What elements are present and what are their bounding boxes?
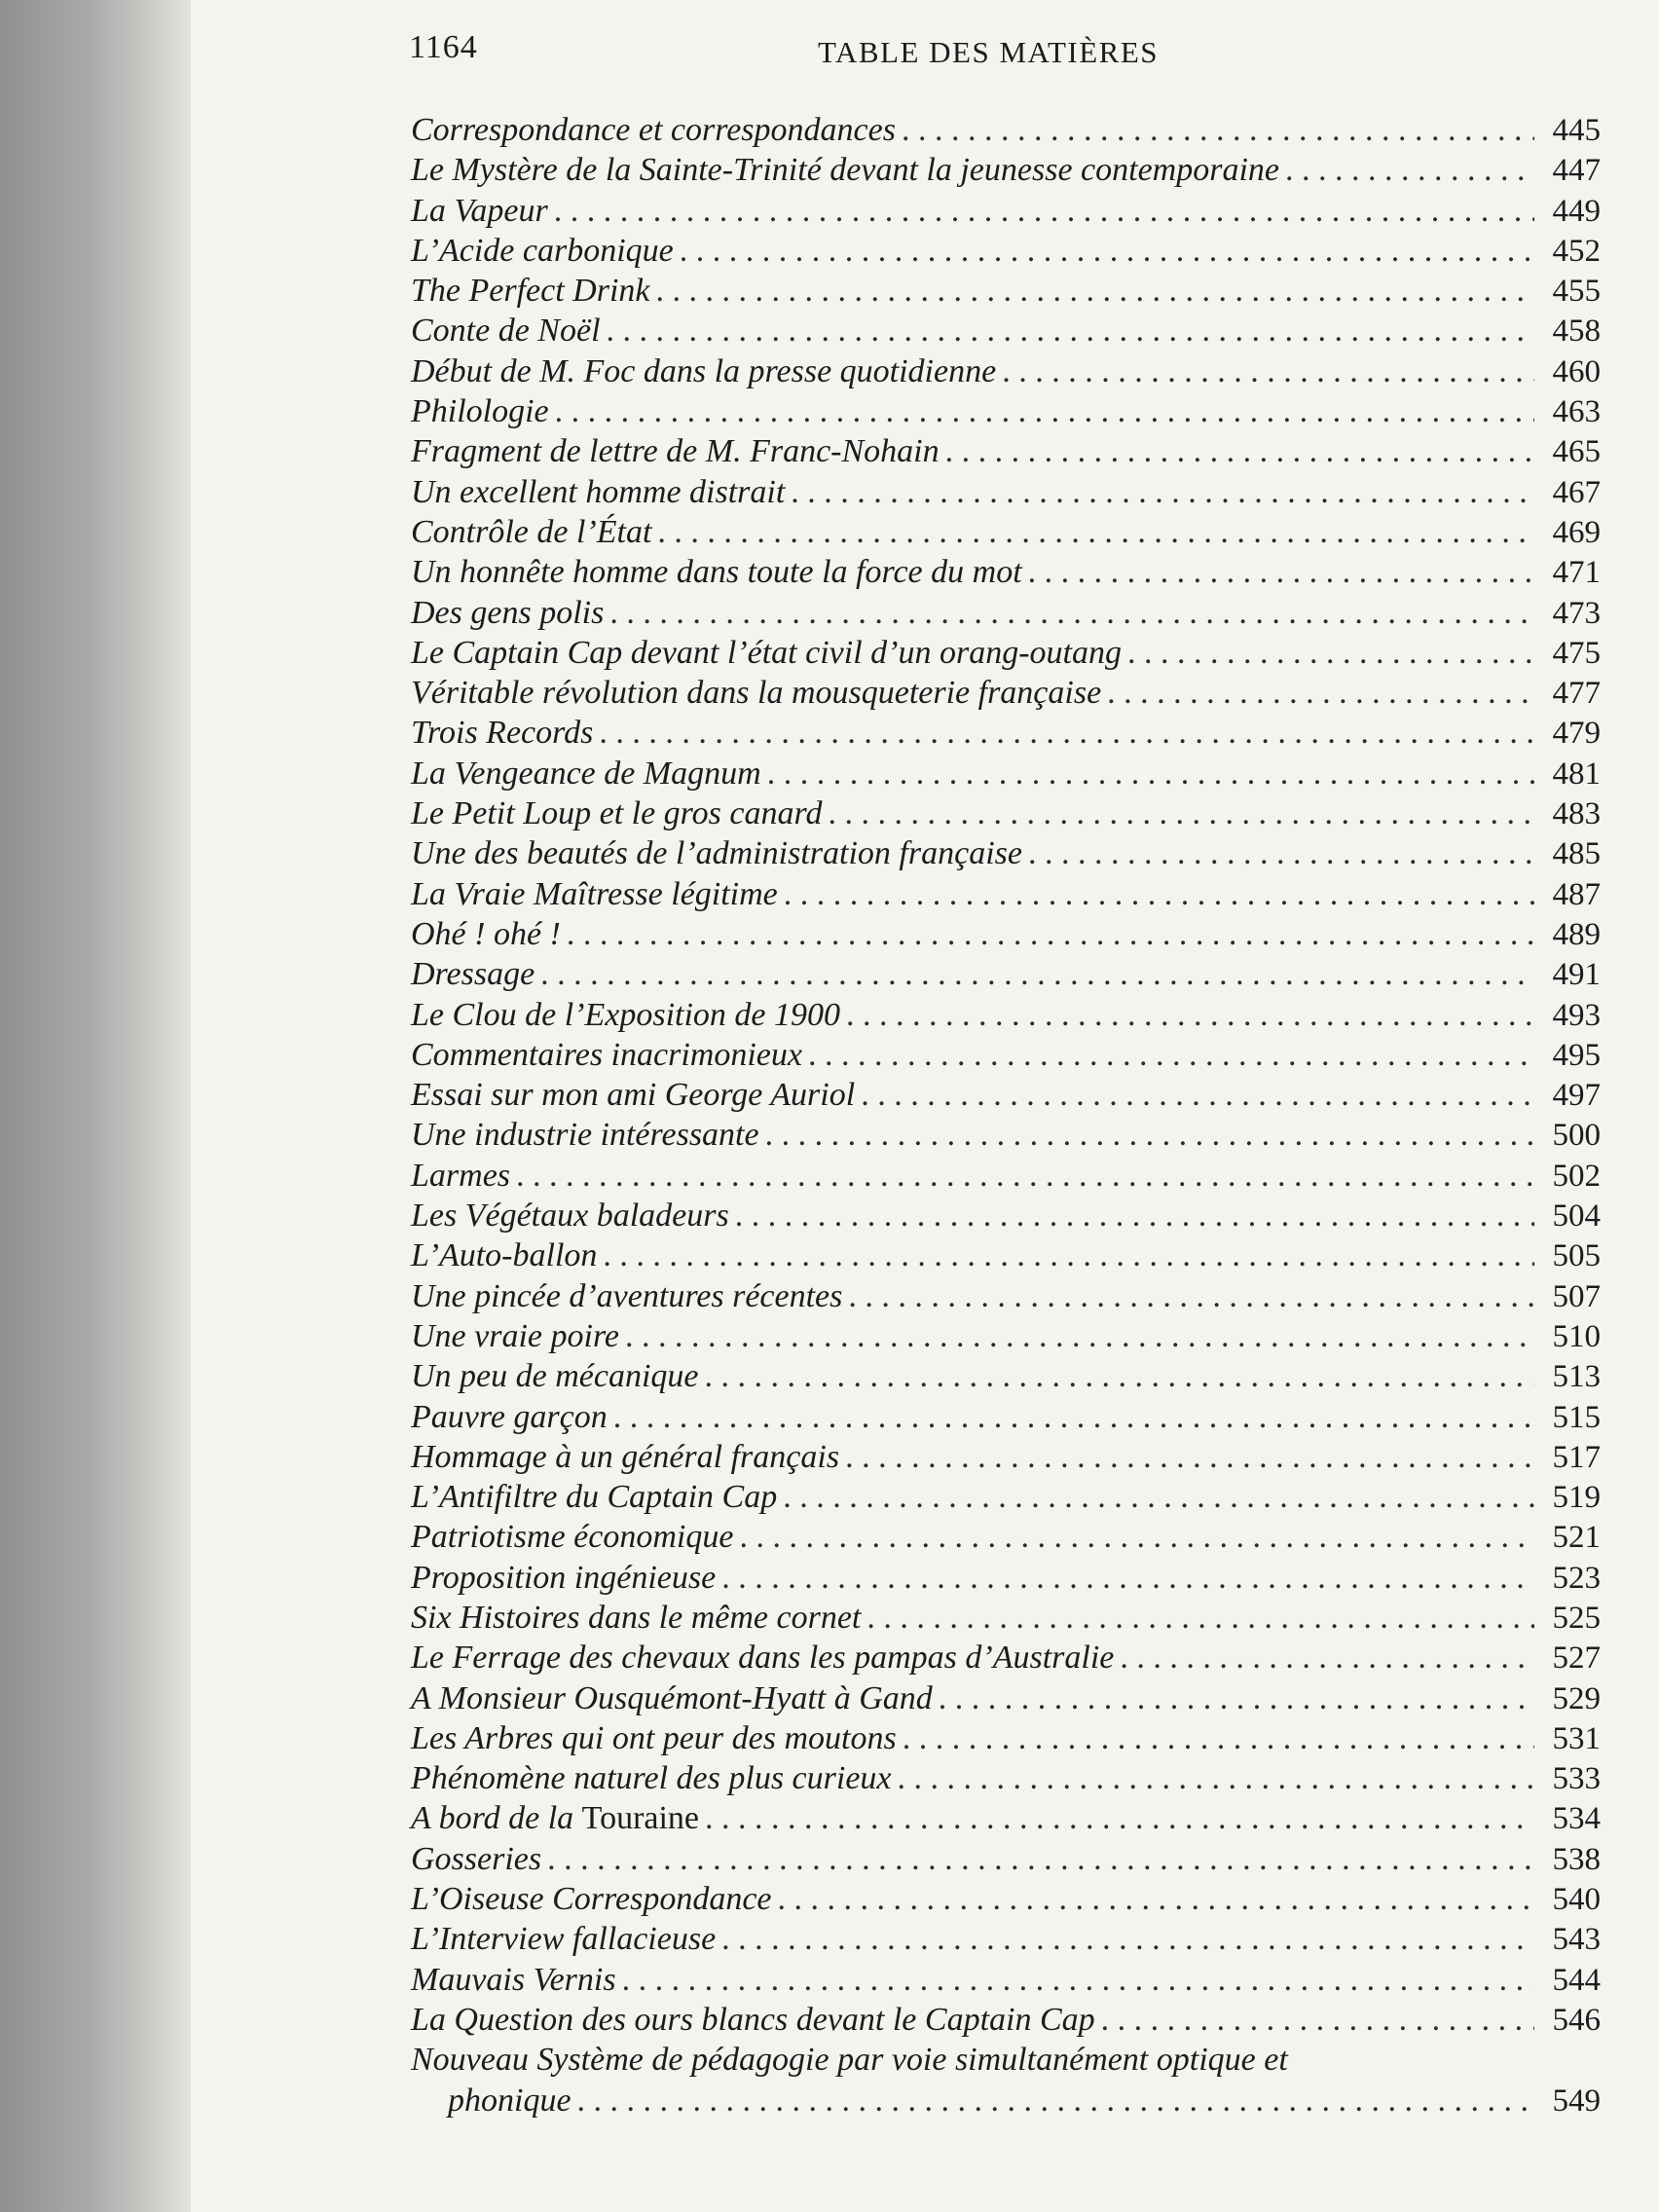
toc-entry bbox=[411, 110, 1601, 150]
toc-entry-page: 523 bbox=[1552, 1560, 1601, 1596]
toc-entry bbox=[411, 1397, 1601, 1437]
toc-entry-page: 531 bbox=[1552, 1720, 1601, 1756]
toc-entry bbox=[411, 914, 1601, 954]
dot-leader bbox=[1101, 2000, 1534, 2040]
toc-entry-page: 489 bbox=[1552, 916, 1601, 952]
toc-entry-page: 471 bbox=[1552, 555, 1601, 591]
dot-leader bbox=[721, 1558, 1534, 1598]
toc-entry-title: Mauvais Vernis bbox=[411, 1961, 616, 1998]
dot-leader bbox=[808, 1035, 1534, 1075]
toc-entry bbox=[411, 552, 1601, 592]
toc-entry-title: Fragment de lettre de M. Franc-Nohain bbox=[411, 433, 940, 470]
toc-entry-page: 502 bbox=[1552, 1158, 1601, 1194]
toc-entry-title: Six Histoires dans le même cornet bbox=[411, 1599, 862, 1636]
dot-leader bbox=[1127, 633, 1534, 673]
toc-entry-title: L’Interview fallacieuse bbox=[411, 1921, 717, 1958]
toc-entry-title: Proposition ingénieuse bbox=[411, 1559, 717, 1596]
page-header bbox=[409, 29, 1655, 78]
toc-entry bbox=[411, 1678, 1601, 1718]
toc-entry bbox=[411, 431, 1601, 471]
toc-entry bbox=[411, 2000, 1601, 2040]
dot-leader bbox=[567, 914, 1534, 954]
toc-entry-title: Hommage à un général français bbox=[411, 1438, 840, 1475]
toc-entry-page: 533 bbox=[1552, 1761, 1601, 1797]
toc-entry-title: Le Ferrage des chevaux dans les pampas d’Australie bbox=[411, 1640, 1115, 1677]
dot-leader bbox=[555, 391, 1534, 431]
toc-entry-page: 527 bbox=[1552, 1641, 1601, 1677]
toc-entry bbox=[411, 1758, 1601, 1798]
toc-entry bbox=[411, 150, 1601, 190]
toc-entry-page: 455 bbox=[1552, 274, 1601, 310]
toc-entry-title: Le Clou de l’Exposition de 1900 bbox=[411, 996, 841, 1033]
toc-entry bbox=[411, 231, 1601, 271]
toc-entry bbox=[411, 1196, 1601, 1235]
toc-entry-page: 510 bbox=[1552, 1318, 1601, 1354]
toc-entry-title: L’Auto-ballon bbox=[411, 1237, 598, 1274]
toc-entry bbox=[411, 1598, 1601, 1638]
toc-entry bbox=[411, 1235, 1601, 1275]
toc-entry-title: Pauvre garçon bbox=[411, 1398, 608, 1435]
toc-entry bbox=[411, 633, 1601, 673]
dot-leader bbox=[784, 874, 1534, 914]
toc-entry-page: 538 bbox=[1552, 1841, 1601, 1877]
toc-entry-title: La Vapeur bbox=[411, 192, 548, 229]
toc-entry bbox=[411, 1718, 1601, 1758]
dot-leader bbox=[516, 1156, 1534, 1196]
toc-entry-page: 519 bbox=[1552, 1480, 1601, 1516]
toc-entry-title: Philologie bbox=[411, 393, 549, 430]
binding-shadow bbox=[0, 0, 195, 2212]
toc-entry-title: Des gens polis bbox=[411, 594, 605, 631]
toc-entry bbox=[411, 1517, 1601, 1557]
toc-entry-title: Le Petit Loup et le gros canard bbox=[411, 795, 823, 832]
toc-entry-title: Un honnête homme dans toute la force du mot bbox=[411, 554, 1022, 591]
dot-leader bbox=[735, 1196, 1534, 1235]
toc-entry bbox=[411, 2040, 1601, 2120]
toc-entry-title: Contrôle de l’État bbox=[411, 513, 652, 550]
table-of-contents bbox=[411, 110, 1601, 2120]
dot-leader bbox=[607, 311, 1534, 350]
toc-entry-page: 479 bbox=[1552, 716, 1601, 752]
toc-entry bbox=[411, 1960, 1601, 2000]
toc-entry-page: 458 bbox=[1552, 313, 1601, 350]
toc-entry-page: 544 bbox=[1552, 1962, 1601, 1998]
dot-leader bbox=[939, 1678, 1534, 1718]
toc-entry-title: Phénomène naturel des plus curieux bbox=[411, 1760, 892, 1797]
toc-entry bbox=[411, 351, 1601, 391]
dot-leader bbox=[1120, 1638, 1534, 1677]
dot-leader bbox=[609, 593, 1534, 633]
toc-entry bbox=[411, 1316, 1601, 1356]
toc-entry-title: L’Antifiltre du Captain Cap bbox=[411, 1479, 778, 1516]
toc-entry-page: 473 bbox=[1552, 595, 1601, 631]
toc-entry-page: 475 bbox=[1552, 635, 1601, 671]
toc-entry-page: 452 bbox=[1552, 233, 1601, 269]
dot-leader bbox=[540, 954, 1534, 994]
dot-leader bbox=[791, 472, 1534, 512]
toc-entry-page: 507 bbox=[1552, 1278, 1601, 1314]
toc-entry-page: 534 bbox=[1552, 1801, 1601, 1837]
toc-entry bbox=[411, 754, 1601, 793]
toc-entry-page: 505 bbox=[1552, 1238, 1601, 1274]
toc-entry-title: Ohé ! ohé ! bbox=[411, 915, 561, 952]
toc-entry bbox=[411, 271, 1601, 311]
dot-leader bbox=[577, 2081, 1534, 2120]
toc-entry-title: Trois Records bbox=[411, 715, 594, 752]
toc-entry bbox=[411, 1437, 1601, 1477]
dot-leader bbox=[846, 995, 1534, 1035]
dot-leader bbox=[902, 110, 1534, 150]
toc-entry bbox=[411, 793, 1601, 833]
toc-entry-title: Nouveau Système de pédagogie par voie simultanément optique et bbox=[411, 2042, 1288, 2079]
dot-leader bbox=[848, 1276, 1534, 1316]
dot-leader bbox=[603, 1235, 1534, 1275]
dot-leader bbox=[783, 1477, 1534, 1517]
toc-entry-title: L’Acide carbonique bbox=[411, 232, 674, 269]
dot-leader bbox=[903, 1718, 1534, 1758]
dot-leader bbox=[721, 1919, 1534, 1959]
toc-entry-page: 521 bbox=[1552, 1520, 1601, 1556]
toc-entry bbox=[411, 1156, 1601, 1196]
running-title: TABLE DES MATIÈRES bbox=[818, 35, 1160, 69]
dot-leader bbox=[680, 231, 1534, 271]
dot-leader bbox=[828, 793, 1534, 833]
toc-entry bbox=[411, 1075, 1601, 1115]
dot-leader bbox=[547, 1839, 1534, 1879]
toc-entry-page: 549 bbox=[1552, 2083, 1601, 2119]
toc-entry-page: 447 bbox=[1552, 153, 1601, 189]
toc-entry bbox=[411, 713, 1601, 753]
toc-entry-page: 513 bbox=[1552, 1359, 1601, 1395]
dot-leader bbox=[739, 1517, 1534, 1557]
toc-entry bbox=[411, 1115, 1601, 1155]
toc-entry bbox=[411, 1839, 1601, 1879]
toc-entry-title: Les Végétaux baladeurs bbox=[411, 1198, 729, 1235]
dot-leader bbox=[705, 1356, 1534, 1396]
toc-entry-page: 463 bbox=[1552, 394, 1601, 430]
toc-entry-page: 497 bbox=[1552, 1078, 1601, 1114]
dot-leader bbox=[845, 1437, 1534, 1477]
toc-entry-title: Patriotisme économique bbox=[411, 1519, 734, 1556]
toc-entry-page: 445 bbox=[1552, 113, 1601, 148]
toc-entry-title: Le Mystère de la Sainte-Trinité devant la jeunesse contemporaine bbox=[411, 152, 1279, 189]
toc-entry bbox=[411, 1919, 1601, 1959]
toc-entry bbox=[411, 472, 1601, 512]
toc-entry-page: 500 bbox=[1552, 1118, 1601, 1154]
toc-entry-page: 449 bbox=[1552, 193, 1601, 229]
toc-entry-page: 525 bbox=[1552, 1600, 1601, 1636]
toc-entry-page: 493 bbox=[1552, 997, 1601, 1033]
dot-leader bbox=[1002, 351, 1534, 391]
toc-entry-continuation bbox=[411, 2081, 1601, 2120]
toc-entry-title: Une pincée d’aventures récentes bbox=[411, 1277, 843, 1314]
toc-entry-title: Commentaires inacrimonieux bbox=[411, 1036, 802, 1073]
toc-entry-page: 491 bbox=[1552, 957, 1601, 993]
toc-entry-page: 467 bbox=[1552, 474, 1601, 510]
dot-leader bbox=[1028, 833, 1534, 873]
toc-entry-page: 485 bbox=[1552, 836, 1601, 872]
toc-entry-page: 483 bbox=[1552, 796, 1601, 832]
toc-entry-title: A bord de la Touraine bbox=[411, 1800, 700, 1837]
toc-entry-page: 504 bbox=[1552, 1198, 1601, 1235]
dot-leader bbox=[1028, 552, 1534, 592]
toc-entry-page: 477 bbox=[1552, 676, 1601, 712]
toc-entry bbox=[411, 311, 1601, 350]
toc-entry-title: La Vengeance de Magnum bbox=[411, 755, 761, 792]
toc-entry bbox=[411, 1477, 1601, 1517]
toc-entry bbox=[411, 954, 1601, 994]
toc-entry bbox=[411, 1356, 1601, 1396]
dot-leader bbox=[945, 431, 1534, 471]
toc-entry bbox=[411, 512, 1601, 552]
dot-leader bbox=[861, 1075, 1534, 1115]
toc-entry bbox=[411, 1558, 1601, 1598]
toc-entry-page: 487 bbox=[1552, 876, 1601, 912]
dot-leader bbox=[554, 191, 1534, 231]
toc-entry-page: 469 bbox=[1552, 514, 1601, 550]
dot-leader bbox=[1285, 150, 1534, 190]
toc-entry-page: 465 bbox=[1552, 434, 1601, 470]
toc-entry-title: La Question des ours blancs devant le Captain Cap bbox=[411, 2001, 1095, 2038]
dot-leader bbox=[613, 1397, 1534, 1437]
dot-leader bbox=[778, 1879, 1535, 1919]
toc-entry bbox=[411, 1798, 1601, 1838]
toc-entry bbox=[411, 1638, 1601, 1677]
toc-entry-title-upright: Touraine bbox=[581, 1800, 700, 1837]
dot-leader bbox=[625, 1316, 1534, 1356]
toc-entry-title: Essai sur mon ami George Auriol bbox=[411, 1077, 856, 1114]
toc-entry bbox=[411, 593, 1601, 633]
toc-entry-page: 460 bbox=[1552, 353, 1601, 389]
dot-leader bbox=[767, 754, 1534, 793]
toc-entry-title: Correspondance et correspondances bbox=[411, 112, 896, 148]
toc-entry-page: 495 bbox=[1552, 1037, 1601, 1073]
toc-entry bbox=[411, 191, 1601, 231]
dot-leader bbox=[765, 1115, 1534, 1155]
toc-entry-title: A Monsieur Ousquémont-Hyatt à Gand bbox=[411, 1679, 933, 1716]
toc-entry-page: 481 bbox=[1552, 756, 1601, 792]
toc-entry-title: Un peu de mécanique bbox=[411, 1358, 699, 1395]
toc-entry bbox=[411, 1879, 1601, 1919]
dot-leader bbox=[656, 271, 1535, 311]
toc-entry bbox=[411, 874, 1601, 914]
dot-leader bbox=[657, 512, 1534, 552]
toc-entry-page: 546 bbox=[1552, 2002, 1601, 2038]
toc-entry-title: Dressage bbox=[411, 956, 535, 993]
toc-entry-title: Les Arbres qui ont peur des moutons bbox=[411, 1719, 897, 1756]
toc-entry bbox=[411, 833, 1601, 873]
toc-entry-page: 543 bbox=[1552, 1922, 1601, 1958]
dot-leader bbox=[705, 1798, 1534, 1838]
toc-entry-title: Une des beautés de l’administration française bbox=[411, 835, 1022, 872]
toc-entry-page: 529 bbox=[1552, 1680, 1601, 1716]
toc-entry-title: Une industrie intéressante bbox=[411, 1117, 759, 1154]
toc-entry-title: Conte de Noël bbox=[411, 313, 601, 350]
toc-entry bbox=[411, 1276, 1601, 1316]
toc-entry-title: La Vraie Maîtresse légitime bbox=[411, 875, 778, 912]
toc-entry-page: 540 bbox=[1552, 1882, 1601, 1918]
toc-entry-title: Gosseries bbox=[411, 1840, 542, 1877]
dot-leader bbox=[1107, 673, 1534, 713]
dot-leader bbox=[622, 1960, 1534, 2000]
toc-entry-title-continued: phonique bbox=[448, 2082, 571, 2119]
toc-entry-title: Larmes bbox=[411, 1157, 511, 1194]
toc-entry-page: 517 bbox=[1552, 1439, 1601, 1475]
toc-entry-title: Le Captain Cap devant l’état civil d’un orang-outang bbox=[411, 634, 1122, 671]
dot-leader bbox=[898, 1758, 1535, 1798]
toc-entry-title: Une vraie poire bbox=[411, 1317, 620, 1354]
dot-leader bbox=[866, 1598, 1534, 1638]
toc-entry-title: Début de M. Foc dans la presse quotidienne bbox=[411, 352, 997, 389]
toc-entry bbox=[411, 995, 1601, 1035]
toc-entry bbox=[411, 391, 1601, 431]
toc-entry-title: The Perfect Drink bbox=[411, 273, 650, 310]
page-number: 1164 bbox=[409, 29, 478, 65]
toc-entry-title: Un excellent homme distrait bbox=[411, 473, 786, 510]
toc-entry-page: 515 bbox=[1552, 1399, 1601, 1435]
dot-leader bbox=[599, 713, 1534, 753]
toc-entry-title: L’Oiseuse Correspondance bbox=[411, 1881, 772, 1918]
toc-entry bbox=[411, 673, 1601, 713]
toc-entry bbox=[411, 1035, 1601, 1075]
toc-entry-title: Véritable révolution dans la mousqueterie française bbox=[411, 675, 1102, 712]
